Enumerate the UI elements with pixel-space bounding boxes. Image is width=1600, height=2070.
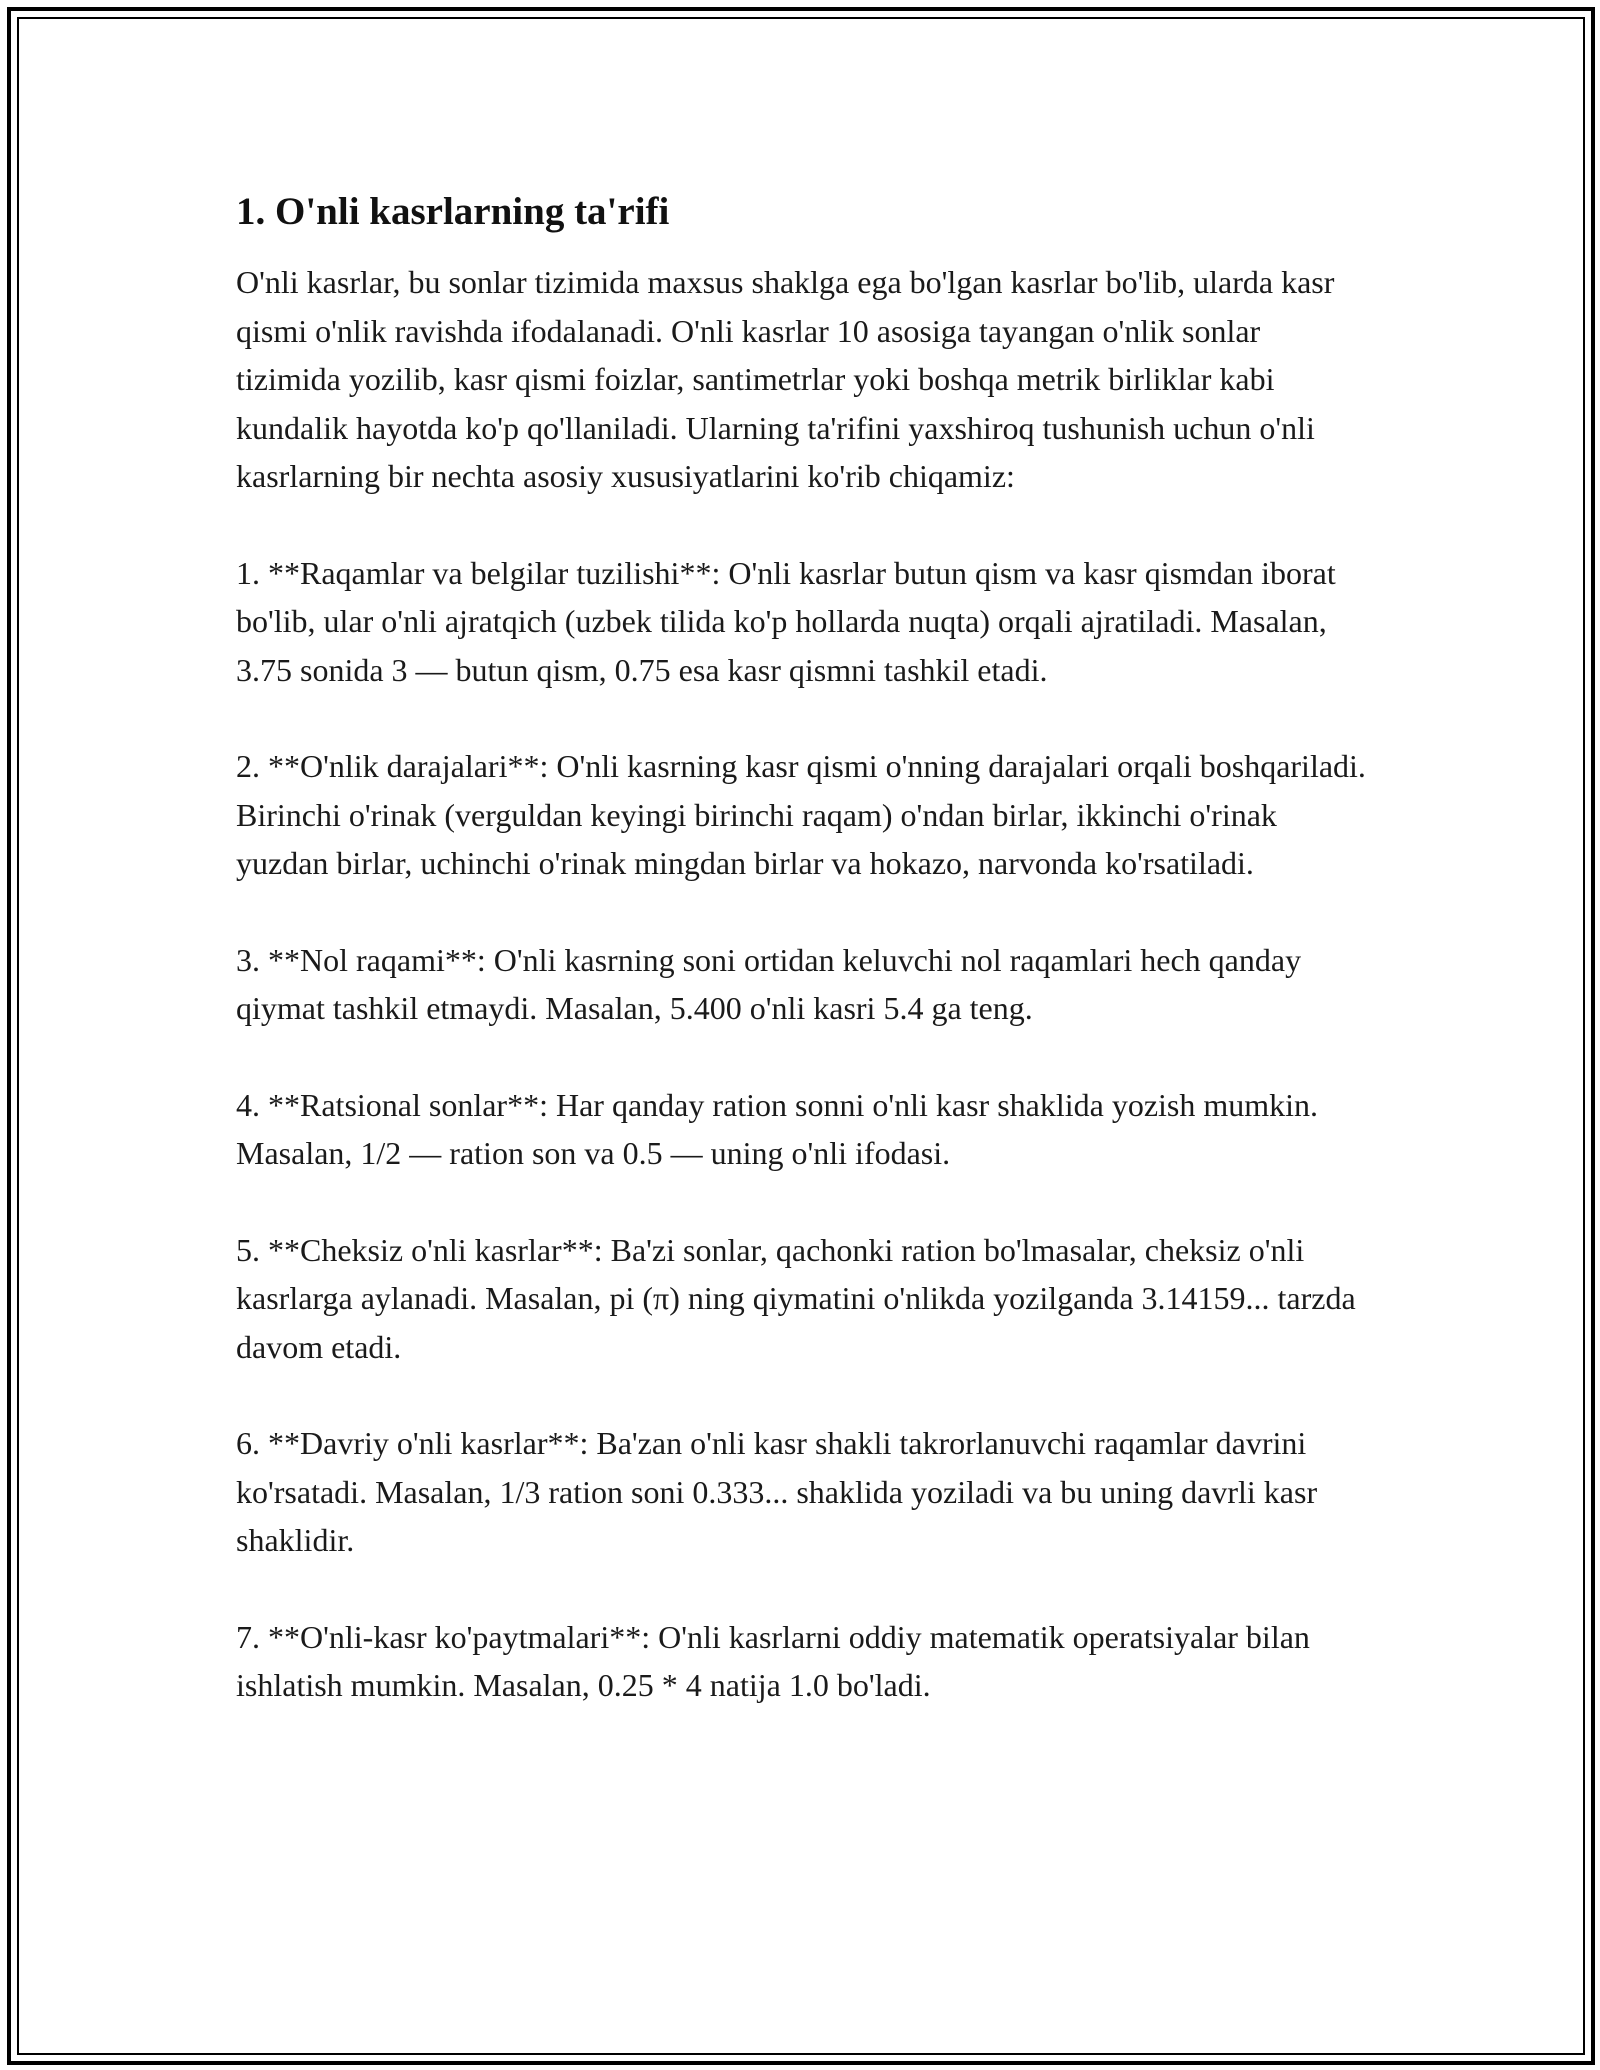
intro-paragraph: O'nli kasrlar, bu sonlar tizimida maxsus shaklga ega bo'lgan kasrlar bo'lib, ularda kasr qismi o'nlik ravishda ifodalanadi. O'nli kasrlar 10 asosiga tayangan o'nlik sonlar tizimida yozilib, kasr qismi foizlar, santimetrlar yoki boshqa metrik birliklar kabi kundalik hayotda ko'p qo'llaniladi. Ularning ta'rifini yaxshiroq tushunish uchun o'nli kasrlarning bir nechta asosiy xususiyatlarini ko'rib chiqamiz: bbox=[236, 264, 1335, 494]
list-item: 2. **O'nlik darajalari**: O'nli kasrning kasr qismi o'nning darajalari orqali boshqariladi. Birinchi o'rinak (verguldan keyingi birinchi raqam) o'ndan birlar, ikkinchi o'rinak yuzdan birlar, uchinchi o'rinak mingdan birlar va hokazo, narvonda ko'rsatiladi. bbox=[236, 748, 1366, 881]
list-item: 7. **O'nli-kasr ko'paytmalari**: O'nli kasrlarni oddiy matematik operatsiyalar bilan ishlatish mumkin. Masalan, 0.25 * 4 natija 1.0 bo'ladi. bbox=[236, 1618, 1310, 1703]
list-item: 3. **Nol raqami**: O'nli kasrning soni ortidan keluvchi nol raqamlari hech qanday qiymat tashkil etmaydi. Masalan, 5.400 o'nli kasri 5.4 ga teng. bbox=[236, 941, 1302, 1026]
document-body bbox=[236, 186, 1366, 1758]
list-item: 6. **Davriy o'nli kasrlar**: Ba'zan o'nli kasr shakli takrorlanuvchi raqamlar davrini ko'rsatadi. Masalan, 1/3 ration soni 0.333... shaklida yoziladi va bu uning davrli kasr shaklidir. bbox=[236, 1425, 1318, 1558]
list-item: 4. **Ratsional sonlar**: Har qanday ration sonni o'nli kasr shaklida yozish mumkin. Masalan, 1/2 — ration son va 0.5 — uning o'nli ifodasi. bbox=[236, 1086, 1319, 1171]
list-item: 5. **Cheksiz o'nli kasrlar**: Ba'zi sonlar, qachonki ration bo'lmasalar, cheksiz o'nli kasrlarga aylanadi. Masalan, pi (π) ning qiymatini o'nlikda yozilganda 3.14159... tarzda davom etadi. bbox=[236, 1231, 1356, 1365]
section-heading: 1. O'nli kasrlarning ta'rifi bbox=[236, 190, 670, 233]
list-item: 1. **Raqamlar va belgilar tuzilishi**: O'nli kasrlar butun qism va kasr qismdan iborat bo'lib, ular o'nli ajratqich (uzbek tilida ko'p hollarda nuqta) orqali ajratiladi. Masalan, 3.75 sonida 3 — butun qism, 0.75 esa kasr qismni tashkil etadi. bbox=[236, 554, 1336, 688]
